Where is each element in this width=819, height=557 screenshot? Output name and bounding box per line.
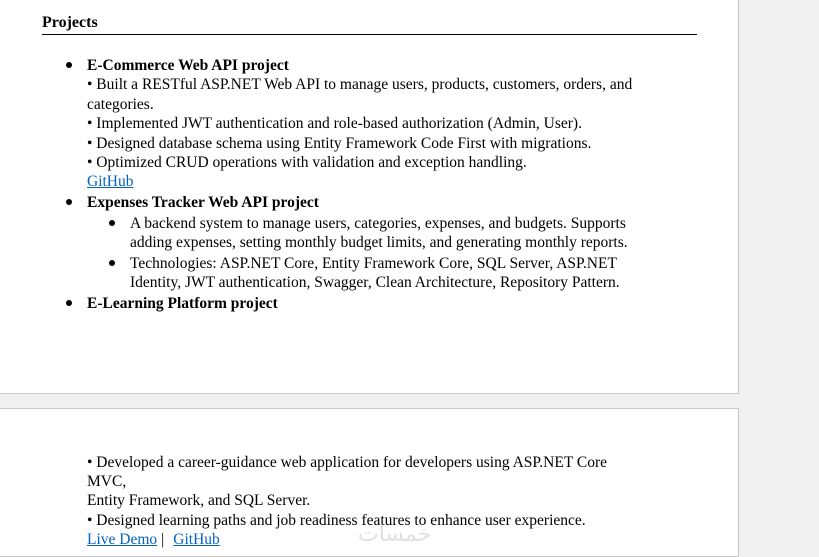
bullet-icon <box>109 260 115 266</box>
bullet-icon <box>66 62 72 68</box>
project-expenses-bullet-1-line-1: A backend system to manage users, categories, expenses, and budgets. Supports <box>130 215 626 232</box>
live-demo-link[interactable]: Live Demo <box>87 531 158 548</box>
project-title-ecommerce: E-Commerce Web API project <box>87 57 289 74</box>
project-ecommerce-line-2: categories. <box>87 96 154 113</box>
project-ecommerce-link-row <box>87 172 134 192</box>
link-separator: | <box>161 531 165 548</box>
project-ecommerce-line-4: • Designed database schema using Entity Framework Code First with migrations. <box>87 135 592 152</box>
project-title-elearning: E-Learning Platform project <box>87 295 278 312</box>
github-link-ecommerce[interactable]: GitHub <box>87 173 134 190</box>
bullet-icon <box>66 300 72 306</box>
project-elearning-line-1: • Developed a career-guidance web application for developers using ASP.NET Core <box>87 454 608 471</box>
github-link-elearning[interactable]: GitHub <box>173 531 220 548</box>
project-elearning-line-2: MVC, <box>87 473 127 490</box>
project-expenses-bullet-1-line-2: adding expenses, setting monthly budget limits, and generating monthly reports. <box>130 234 628 251</box>
watermark-logo: خمسات <box>358 522 432 547</box>
bullet-icon <box>66 199 72 205</box>
project-ecommerce-line-5: • Optimized CRUD operations with validation and exception handling. <box>87 154 527 171</box>
project-elearning-line-3: Entity Framework, and SQL Server. <box>87 492 311 509</box>
bullet-icon <box>109 220 115 226</box>
project-expenses-bullet-2-line-1: Technologies: ASP.NET Core, Entity Framework Core, SQL Server, ASP.NET <box>130 255 617 272</box>
project-elearning-link-row <box>87 530 220 550</box>
project-expenses-bullet-2-line-2: Identity, JWT authentication, Swagger, Clean Architecture, Repository Pattern. <box>130 274 620 291</box>
project-ecommerce-line-1: • Built a RESTful ASP.NET Web API to manage users, products, customers, orders, and <box>87 76 633 93</box>
project-elearning-line-4: • Designed learning paths and job readiness features to enhance user experience. <box>87 512 586 529</box>
project-title-expenses: Expenses Tracker Web API project <box>87 194 319 211</box>
project-ecommerce-line-3: • Implemented JWT authentication and role-based authorization (Admin, User). <box>87 115 582 132</box>
section-heading-projects: Projects <box>42 12 697 35</box>
